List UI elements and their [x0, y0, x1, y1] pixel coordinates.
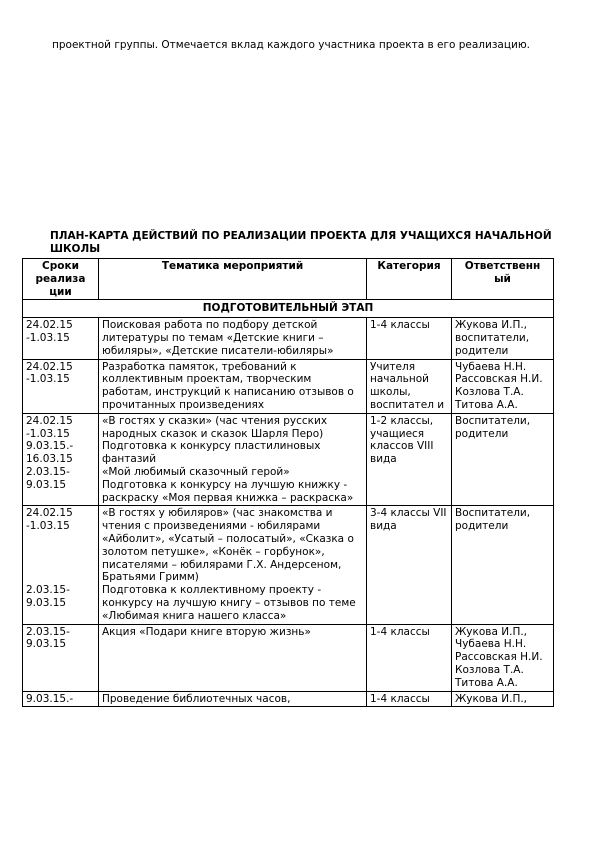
responsible-cell	[452, 624, 554, 691]
category-cell: 1-4 классы	[367, 691, 452, 707]
responsible-line: Жукова И.П.,	[455, 625, 528, 638]
date-line: -1.03.15	[26, 373, 70, 386]
responsible-line: родители	[455, 520, 509, 533]
topic-cell	[99, 691, 367, 707]
responsible-line: воспитатели,	[455, 331, 530, 344]
section-row	[23, 300, 554, 318]
dates-cell	[23, 359, 99, 413]
table-row	[23, 691, 554, 707]
topic-text: Проведение библиотечных часов,	[102, 692, 291, 705]
responsible-line: Воспитатели,	[455, 507, 531, 520]
topic-cell	[99, 506, 367, 624]
date-line: 24.02.15	[26, 360, 73, 373]
responsible-line: Титова А.А.	[455, 398, 518, 411]
table-row	[23, 506, 554, 624]
header-responsible: Ответственн ый	[452, 259, 554, 300]
date-line: 9.03.15	[26, 638, 67, 651]
topic-text: «В гостях у сказки» (час чтения русских народных сказок и сказок Шарля Перо)	[102, 414, 328, 440]
date-line: 9.03.15.-	[26, 440, 74, 453]
responsible-cell	[452, 691, 554, 707]
responsible-cell	[452, 318, 554, 359]
responsible-cell	[452, 506, 554, 624]
dates-cell	[23, 624, 99, 691]
responsible-line: Жукова И.П.,	[455, 319, 528, 332]
topic-cell	[99, 359, 367, 413]
date-line: -1.03.15	[26, 520, 70, 533]
responsible-line: родители	[455, 427, 509, 440]
table-row	[23, 359, 554, 413]
responsible-cell	[452, 359, 554, 413]
topic-text: Акция «Подари книге вторую жизнь»	[102, 625, 311, 638]
category-cell: 1-4 классы	[367, 318, 452, 359]
date-line: 9.03.15.-	[26, 692, 74, 705]
date-line: 24.02.15	[26, 319, 73, 332]
topic-cell	[99, 318, 367, 359]
intro-paragraph: проектной группы. Отмечается вклад каждого участника проекта в его реализацию.	[52, 39, 531, 51]
category-cell: 3-4 классы VII вида	[367, 506, 452, 624]
header-topic: Тематика мероприятий	[99, 259, 367, 300]
section-title: ПОДГОТОВИТЕЛЬНЫЙ ЭТАП	[23, 300, 554, 318]
date-line: 2.03.15-	[26, 583, 70, 596]
responsible-line: Чубаева Н.Н.	[455, 360, 527, 373]
table-header-row	[23, 259, 554, 300]
category-cell: 1-4 классы	[367, 624, 452, 691]
responsible-cell	[452, 413, 554, 506]
category-cell: Учителя начальной школы, воспитател и	[367, 359, 452, 413]
date-spacer	[26, 533, 95, 584]
table-row	[23, 318, 554, 359]
plan-table	[22, 258, 554, 707]
date-line: 24.02.15	[26, 414, 73, 427]
date-line: -1.03.15	[26, 331, 70, 344]
header-category: Категория	[367, 259, 452, 300]
responsible-line: Титова А.А.	[455, 676, 518, 689]
topic-cell	[99, 624, 367, 691]
table-row	[23, 413, 554, 506]
responsible-line: Козлова Т.А.	[455, 386, 524, 399]
topic-cell	[99, 413, 367, 506]
topic-text: Подготовка к конкурсу пластилиновых фантазий	[102, 440, 321, 466]
date-line: 2.03.15-	[26, 465, 70, 478]
date-line: 2.03.15-	[26, 625, 70, 638]
dates-cell	[23, 691, 99, 707]
responsible-line: Воспитатели,	[455, 414, 531, 427]
plan-heading: ПЛАН-КАРТА ДЕЙСТВИЙ ПО РЕАЛИЗАЦИИ ПРОЕКТА ДЛЯ УЧАЩИХСЯ НАЧАЛЬНОЙ ШКОЛЫ	[50, 230, 552, 255]
responsible-line: Рассовская Н.И.	[455, 373, 543, 386]
date-line: 9.03.15	[26, 596, 67, 609]
topic-text: Разработка памяток, требований к коллективным проектам, творческим работам, инструкций к написанию отзывов о прочитанных произведениях	[102, 360, 354, 411]
topic-text: «В гостях у юбиляров» (час знакомства и чтения с произведениями - юбилярами «Айболит», «Усатый – полосатый», «Сказка о золотом петушке», «Конёк – горбунок», писателями – юбилярами Г.Х. Андерсеном, Братьями Гримм)	[102, 507, 354, 584]
category-cell: 1-2 классы, учащиеся классов VIII вида	[367, 413, 452, 506]
header-dates: Сроки реализа ции	[23, 259, 99, 300]
dates-cell	[23, 506, 99, 624]
date-line: 16.03.15	[26, 453, 73, 466]
topic-text: «Мой любимый сказочный герой»	[102, 465, 290, 478]
date-line: -1.03.15	[26, 427, 70, 440]
dates-cell	[23, 318, 99, 359]
topic-text: Поисковая работа по подбору детской литературы по темам «Детские книги – юбиляры», «Детские писатели-юбиляры»	[102, 319, 334, 357]
responsible-line: Рассовская Н.И.	[455, 651, 543, 664]
responsible-line: Чубаева Н.Н.	[455, 638, 527, 651]
table-row	[23, 624, 554, 691]
date-line: 9.03.15	[26, 478, 67, 491]
date-line: 24.02.15	[26, 507, 73, 520]
topic-text: Подготовка к конкурсу на лучшую книжку - раскраску «Моя первая книжка – раскраска»	[102, 478, 354, 504]
responsible-line: родители	[455, 344, 509, 357]
topic-text: Подготовка к коллективному проекту - конкурсу на лучшую книгу – отзывов по теме «Любимая книга нашего класса»	[102, 584, 356, 622]
responsible-line: Козлова Т.А.	[455, 663, 524, 676]
responsible-line: Жукова И.П.,	[455, 692, 528, 705]
dates-cell	[23, 413, 99, 506]
